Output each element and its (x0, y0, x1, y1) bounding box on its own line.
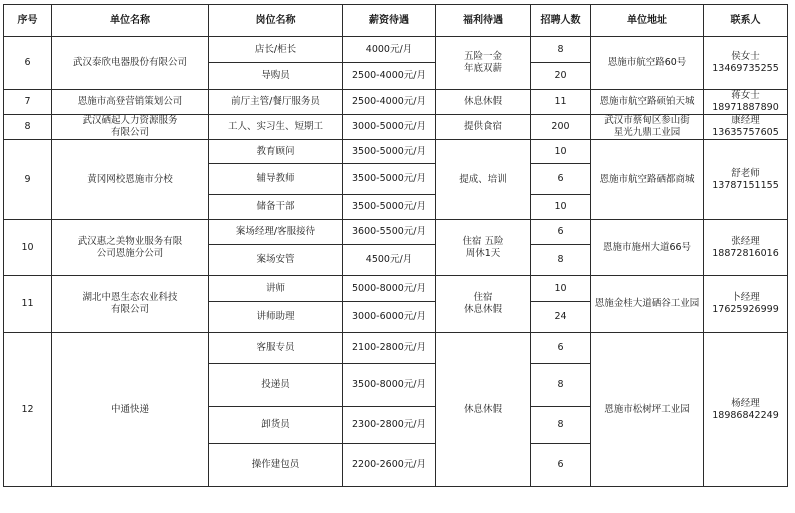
row-number: 6 (4, 37, 52, 90)
salary: 2200-2600元/月 (343, 444, 436, 487)
position-title: 辅导教师 (209, 164, 343, 195)
contact-person: 卜经理 17625926999 (704, 276, 788, 333)
contact-person: 舒老师 13787151155 (704, 140, 788, 220)
salary: 2500-4000元/月 (343, 63, 436, 90)
salary: 3000-6000元/月 (343, 302, 436, 333)
company-name: 中通快递 (52, 333, 209, 487)
headcount: 8 (531, 37, 591, 63)
table-row (4, 220, 788, 245)
company-address: 恩施市松树坪工业园 (591, 333, 704, 487)
headcount: 11 (531, 90, 591, 115)
benefits: 提成、培训 (436, 140, 531, 220)
salary: 2500-4000元/月 (343, 90, 436, 115)
position-title: 案场经理/客服接待 (209, 220, 343, 245)
position-title: 店长/柜长 (209, 37, 343, 63)
company-address: 恩施市航空路60号 (591, 37, 704, 90)
salary: 3600-5500元/月 (343, 220, 436, 245)
table-row (4, 276, 788, 302)
company-name: 湖北中恩生态农业科技 有限公司 (52, 276, 209, 333)
salary: 4500元/月 (343, 245, 436, 276)
headcount: 10 (531, 276, 591, 302)
header-salary: 薪资待遇 (343, 5, 436, 37)
salary: 3500-8000元/月 (343, 364, 436, 407)
salary: 2100-2800元/月 (343, 333, 436, 364)
recruitment-table (3, 4, 788, 487)
position-title: 投递员 (209, 364, 343, 407)
header-contact: 联系人 (704, 5, 788, 37)
contact-person: 杨经理 18986842249 (704, 333, 788, 487)
company-address: 恩施市施州大道66号 (591, 220, 704, 276)
company-name: 武汉硒起人力资源服务 有限公司 (52, 115, 209, 140)
header-headcount: 招聘人数 (531, 5, 591, 37)
row-number: 8 (4, 115, 52, 140)
salary: 3500-5000元/月 (343, 164, 436, 195)
benefits: 住宿 五险 周休1天 (436, 220, 531, 276)
headcount: 8 (531, 407, 591, 444)
benefits: 休息休假 (436, 333, 531, 487)
company-name: 武汉泰欣电器股份有限公司 (52, 37, 209, 90)
position-title: 讲师 (209, 276, 343, 302)
header-benefits: 福利待遇 (436, 5, 531, 37)
salary: 5000-8000元/月 (343, 276, 436, 302)
headcount: 6 (531, 333, 591, 364)
contact-person: 侯女士 13469735255 (704, 37, 788, 90)
headcount: 10 (531, 195, 591, 220)
position-title: 案场安管 (209, 245, 343, 276)
header-company: 单位名称 (52, 5, 209, 37)
headcount: 6 (531, 220, 591, 245)
position-title: 前厅主管/餐厅服务员 (209, 90, 343, 115)
benefits: 休息休假 (436, 90, 531, 115)
headcount: 10 (531, 140, 591, 164)
position-title: 储备干部 (209, 195, 343, 220)
company-address: 恩施金桂大道硒谷工业园 (591, 276, 704, 333)
benefits: 住宿 休息休假 (436, 276, 531, 333)
header-position: 岗位名称 (209, 5, 343, 37)
salary: 3500-5000元/月 (343, 140, 436, 164)
table-row (4, 333, 788, 364)
headcount: 200 (531, 115, 591, 140)
headcount: 6 (531, 164, 591, 195)
row-number: 7 (4, 90, 52, 115)
headcount: 8 (531, 364, 591, 407)
company-address: 恩施市航空路硕铂天城 (591, 90, 704, 115)
row-number: 12 (4, 333, 52, 487)
contact-person: 张经理 18872816016 (704, 220, 788, 276)
company-address: 武汉市蔡甸区参山街 星光九鼎工业园 (591, 115, 704, 140)
table-row (4, 37, 788, 63)
table-body (4, 37, 788, 487)
position-title: 卸货员 (209, 407, 343, 444)
headcount: 6 (531, 444, 591, 487)
company-address: 恩施市航空路硒都商城 (591, 140, 704, 220)
position-title: 讲师助理 (209, 302, 343, 333)
company-name: 黄冈网校恩施市分校 (52, 140, 209, 220)
salary: 4000元/月 (343, 37, 436, 63)
row-number: 11 (4, 276, 52, 333)
row-number: 10 (4, 220, 52, 276)
table-row (4, 115, 788, 140)
position-title: 操作建包员 (209, 444, 343, 487)
header-row (4, 5, 788, 37)
company-name: 武汉惠之美物业服务有限 公司恩施分公司 (52, 220, 209, 276)
table-row (4, 140, 788, 164)
headcount: 24 (531, 302, 591, 333)
contact-person: 康经理 13635757605 (704, 115, 788, 140)
position-title: 导购员 (209, 63, 343, 90)
benefits: 五险一金 年底双薪 (436, 37, 531, 90)
salary: 3000-5000元/月 (343, 115, 436, 140)
company-name: 恩施市高登营销策划公司 (52, 90, 209, 115)
position-title: 客服专员 (209, 333, 343, 364)
salary: 2300-2800元/月 (343, 407, 436, 444)
benefits: 提供食宿 (436, 115, 531, 140)
table-row (4, 90, 788, 115)
salary: 3500-5000元/月 (343, 195, 436, 220)
contact-person: 蒋女士 18971887890 (704, 90, 788, 115)
header-no: 序号 (4, 5, 52, 37)
headcount: 8 (531, 245, 591, 276)
headcount: 20 (531, 63, 591, 90)
row-number: 9 (4, 140, 52, 220)
position-title: 教育顾问 (209, 140, 343, 164)
header-address: 单位地址 (591, 5, 704, 37)
position-title: 工人、实习生、短期工 (209, 115, 343, 140)
